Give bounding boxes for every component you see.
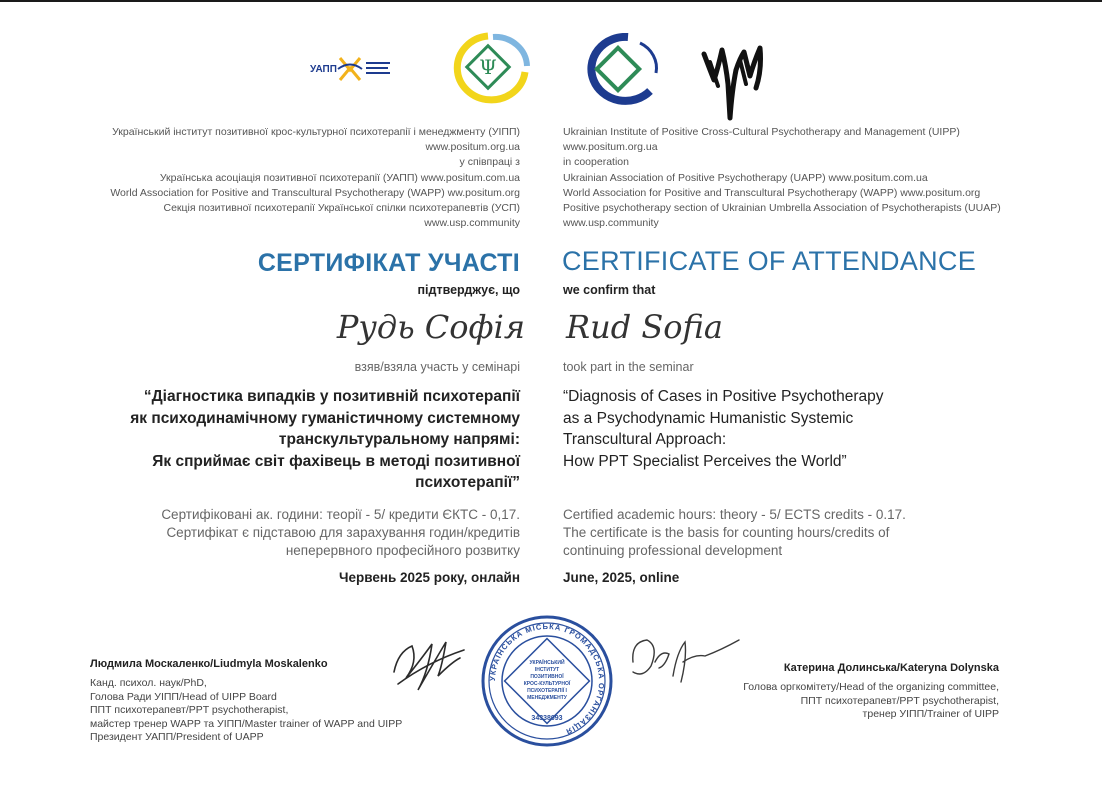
confirm-text-en: we confirm that — [563, 283, 656, 297]
affiliation-line: Ukrainian Association of Positive Psychotherapy (UAPP) www.positum.com.ua — [563, 171, 928, 184]
affiliation-line: Українська асоціація позитивної психотерапії (УАПП) www.positum.com.ua — [159, 171, 520, 184]
stamp-outer-text: УКРАЇНСЬКА МІСЬКА ГРОМАДСЬКА ОРГАНІЗАЦІЯ — [487, 621, 607, 737]
stamp-inner-line: ПСИХОТЕРАПІЇ І — [527, 688, 567, 694]
affiliation-line: Ukrainian Institute of Positive Cross-Cultural Psychotherapy and Management (UIPP) — [563, 126, 960, 138]
signer-right — [743, 662, 999, 722]
affiliation-line: www.positum.org.ua — [425, 141, 520, 154]
hours-line: Certified academic hours: theory - 5/ ECTS credits - 0.17. — [563, 507, 906, 522]
affiliation-line: World Association for Positive and Transcultural Psychotherapy (WAPP) ww.positum.org — [110, 186, 520, 199]
affiliation-line: www.usp.community — [563, 217, 659, 230]
took-part-ua: взяв/взяла участь у семінарі — [354, 360, 520, 374]
official-stamp — [480, 614, 614, 748]
stamp-inner-line: УКРАЇНСЬКИЙ — [529, 660, 565, 666]
affiliation-line: у співпраці з — [459, 156, 520, 169]
seminar-title-en — [563, 386, 983, 472]
seminar-line: транскультуральному напрямі: — [278, 431, 520, 448]
confirm-text-ua: підтверджує, що — [417, 283, 520, 297]
hours-ua — [161, 506, 520, 560]
wapp-logo — [578, 33, 660, 105]
date-en: June, 2025, online — [563, 570, 680, 585]
stamp-code: 34338093 — [531, 715, 563, 722]
affiliation-line: World Association for Positive and Transcultural Psychotherapy (WAPP) www.positum.org — [563, 186, 981, 199]
hours-line: continuing professional development — [563, 543, 783, 558]
signer-left — [90, 658, 402, 744]
stamp-inner-line: МЕНЕДЖМЕНТУ — [527, 695, 567, 701]
affiliation-line: Positive psychotherapy section of Ukrainian Umbrella Association of Psychotherapists (UUAP) — [563, 202, 1001, 215]
usp-logo — [700, 40, 768, 122]
date-ua: Червень 2025 року, онлайн — [338, 570, 520, 585]
certificate-title-en: CERTIFICATE OF ATTENDANCE — [562, 246, 977, 276]
uapp-logo-text: УАПП — [310, 64, 337, 75]
psi-symbol: Ψ — [479, 55, 497, 79]
seminar-line: Transcultural Approach: — [563, 431, 727, 448]
signer-line: майстер тренер WAPP та УІПП/Master trainer of WAPP and UIPP — [90, 717, 403, 730]
signer-line: Канд. психол. наук/PhD, — [90, 677, 207, 690]
signer-line: ППТ психотерапевт/PPT psychotherapist, — [90, 704, 289, 717]
affiliation-line: www.usp.community — [424, 217, 520, 230]
signer-name: Катерина Долинська/Kateryna Dolynska — [783, 662, 999, 674]
hours-line: Сертифікат є підставою для зарахування годин/кредитів — [166, 525, 520, 540]
recipient-name-en: Rud Sofia — [566, 308, 723, 346]
hours-line: The certificate is the basis for counting hours/credits of — [563, 525, 890, 540]
signature-left — [388, 632, 468, 702]
certificate-title-ua: СЕРТИФІКАТ УЧАСТІ — [257, 249, 520, 277]
seminar-line: “Діагностика випадків у позитивній психотерапії — [143, 388, 520, 405]
seminar-line: психотерапії” — [415, 474, 520, 491]
signature-right — [625, 632, 745, 692]
affiliations-en — [563, 125, 1001, 231]
hours-line: Сертифіковані ак. години: теорії - 5/ кредити ЄКТС - 0,17. — [161, 507, 520, 522]
seminar-title-ua — [40, 386, 520, 494]
took-part-en: took part in the seminar — [563, 360, 694, 374]
affiliation-line: in cooperation — [563, 156, 629, 169]
stamp-inner-line: ІНСТИТУТ — [534, 667, 560, 673]
uapp-logo — [310, 50, 392, 86]
stamp-inner-line: ПОЗИТИВНОЇ — [530, 674, 564, 680]
signer-line: тренер УІПП/Trainer of UIPP — [862, 708, 999, 721]
affiliation-line: Секція позитивної психотерапії Української спілки психотерапевтів (УСП) — [163, 202, 520, 215]
stamp-inner-line: КРОС-КУЛЬТУРНОЇ — [523, 681, 571, 687]
recipient-name-ua: Рудь Софія — [336, 308, 525, 346]
signer-line: Голова Ради УІПП/Head of UIPP Board — [90, 690, 277, 703]
affiliation-line: Український інститут позитивної крос-культурної психотерапії і менеджменту (УІПП) — [112, 126, 520, 138]
signer-name: Людмила Москаленко/Liudmyla Moskalenko — [90, 658, 328, 670]
signer-line: Президент УАПП/President of UAPP — [90, 731, 264, 744]
signer-line: Голова оргкомітету/Head of the organizing committee, — [743, 681, 999, 694]
uipp-logo — [445, 32, 531, 104]
affiliations-ua — [110, 125, 520, 231]
seminar-line: as a Psychodynamic Humanistic Systemic — [563, 409, 854, 427]
top-border — [0, 0, 1102, 2]
seminar-line: Як сприймає світ фахівець в методі позитивної — [152, 452, 520, 470]
signer-line: ППТ психотерапевт/PPT psychotherapist, — [800, 694, 999, 707]
seminar-line: “Diagnosis of Cases in Positive Psychotherapy — [563, 388, 884, 405]
seminar-line: How PPT Specialist Perceives the World” — [563, 452, 847, 470]
seminar-line: як психодинамічному гуманістичному системному — [130, 409, 520, 427]
hours-line: неперервного професійного розвитку — [285, 543, 520, 558]
affiliation-line: www.positum.org.ua — [563, 141, 658, 154]
hours-en — [563, 506, 906, 560]
